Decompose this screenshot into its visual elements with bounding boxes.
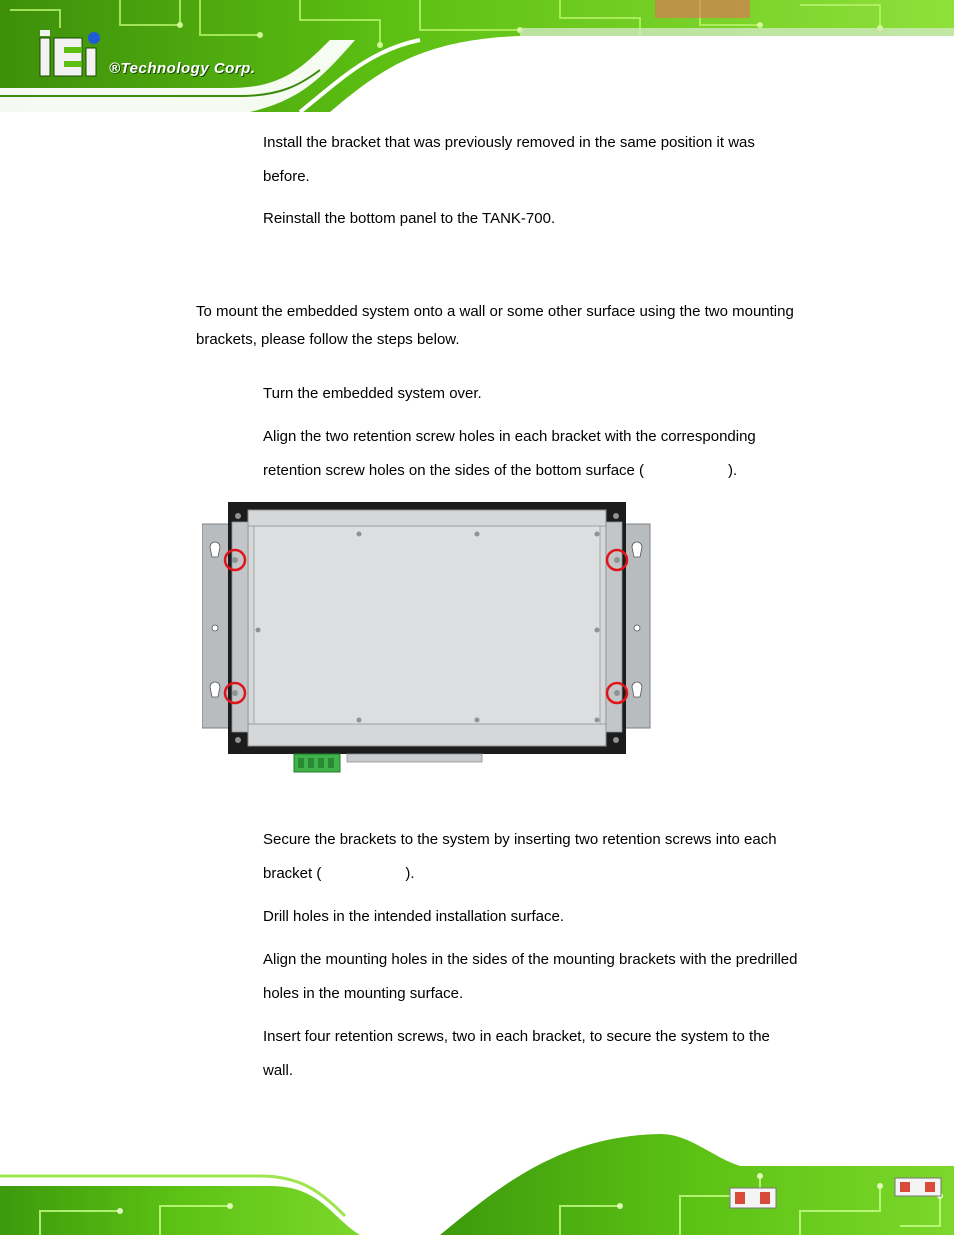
circuit-board-footer: [0, 1126, 954, 1235]
step-align-holes: [263, 420, 823, 488]
keyhole-icon: [632, 542, 642, 557]
intro-paragraph: [196, 298, 826, 354]
step-insert-screws: [263, 1020, 823, 1088]
step-text: Insert four retention screws, two in each bracket, to secure the system to the: [263, 1028, 770, 1045]
iei-logo: [38, 30, 110, 83]
company-name: ®Technology Corp.: [109, 60, 256, 77]
step-text: bracket (: [263, 865, 322, 882]
intro-text: brackets, please follow the steps below.: [196, 331, 460, 348]
step-text: retention screw holes on the sides of the bottom surface (: [263, 462, 645, 479]
step-text: Secure the brackets to the system by inserting two retention screws into each: [263, 831, 777, 848]
page-footer: [0, 1126, 954, 1235]
step-text: ).: [405, 865, 415, 882]
keyhole-icon: [632, 682, 642, 697]
step-text: holes in the mounting surface.: [263, 985, 464, 1002]
keyhole-icon: [210, 542, 220, 557]
step-install-bracket: [263, 126, 823, 194]
bracket-installation-figure: [202, 502, 652, 774]
step-align-mounting-holes: [263, 943, 823, 1011]
step-text: Install the bracket that was previously removed in the same position it was: [263, 134, 755, 151]
step-text: Reinstall the bottom panel to the TANK-700.: [263, 210, 556, 227]
step-text: Turn the embedded system over.: [263, 385, 482, 402]
step-reinstall-panel: [263, 202, 823, 236]
iei-logo-icon: [38, 30, 110, 78]
bracket-photo: [202, 502, 652, 774]
intro-text: To mount the embedded system onto a wall or some other surface using the two mounting: [196, 303, 794, 320]
step-secure-brackets: [263, 823, 823, 891]
step-text: Align the two retention screw holes in each bracket with the corresponding: [263, 428, 756, 445]
keyhole-icon: [210, 682, 220, 697]
step-text: wall.: [263, 1062, 294, 1079]
circuit-board-banner: [0, 0, 954, 112]
page-header: [0, 0, 954, 112]
step-text: Align the mounting holes in the sides of the mounting brackets with the predrilled: [263, 951, 798, 968]
step-turn-over: [263, 377, 823, 411]
step-text: Drill holes in the intended installation surface.: [263, 908, 565, 925]
step-drill-holes: [263, 900, 823, 934]
step-text: before.: [263, 168, 310, 185]
step-text: ).: [728, 462, 738, 479]
